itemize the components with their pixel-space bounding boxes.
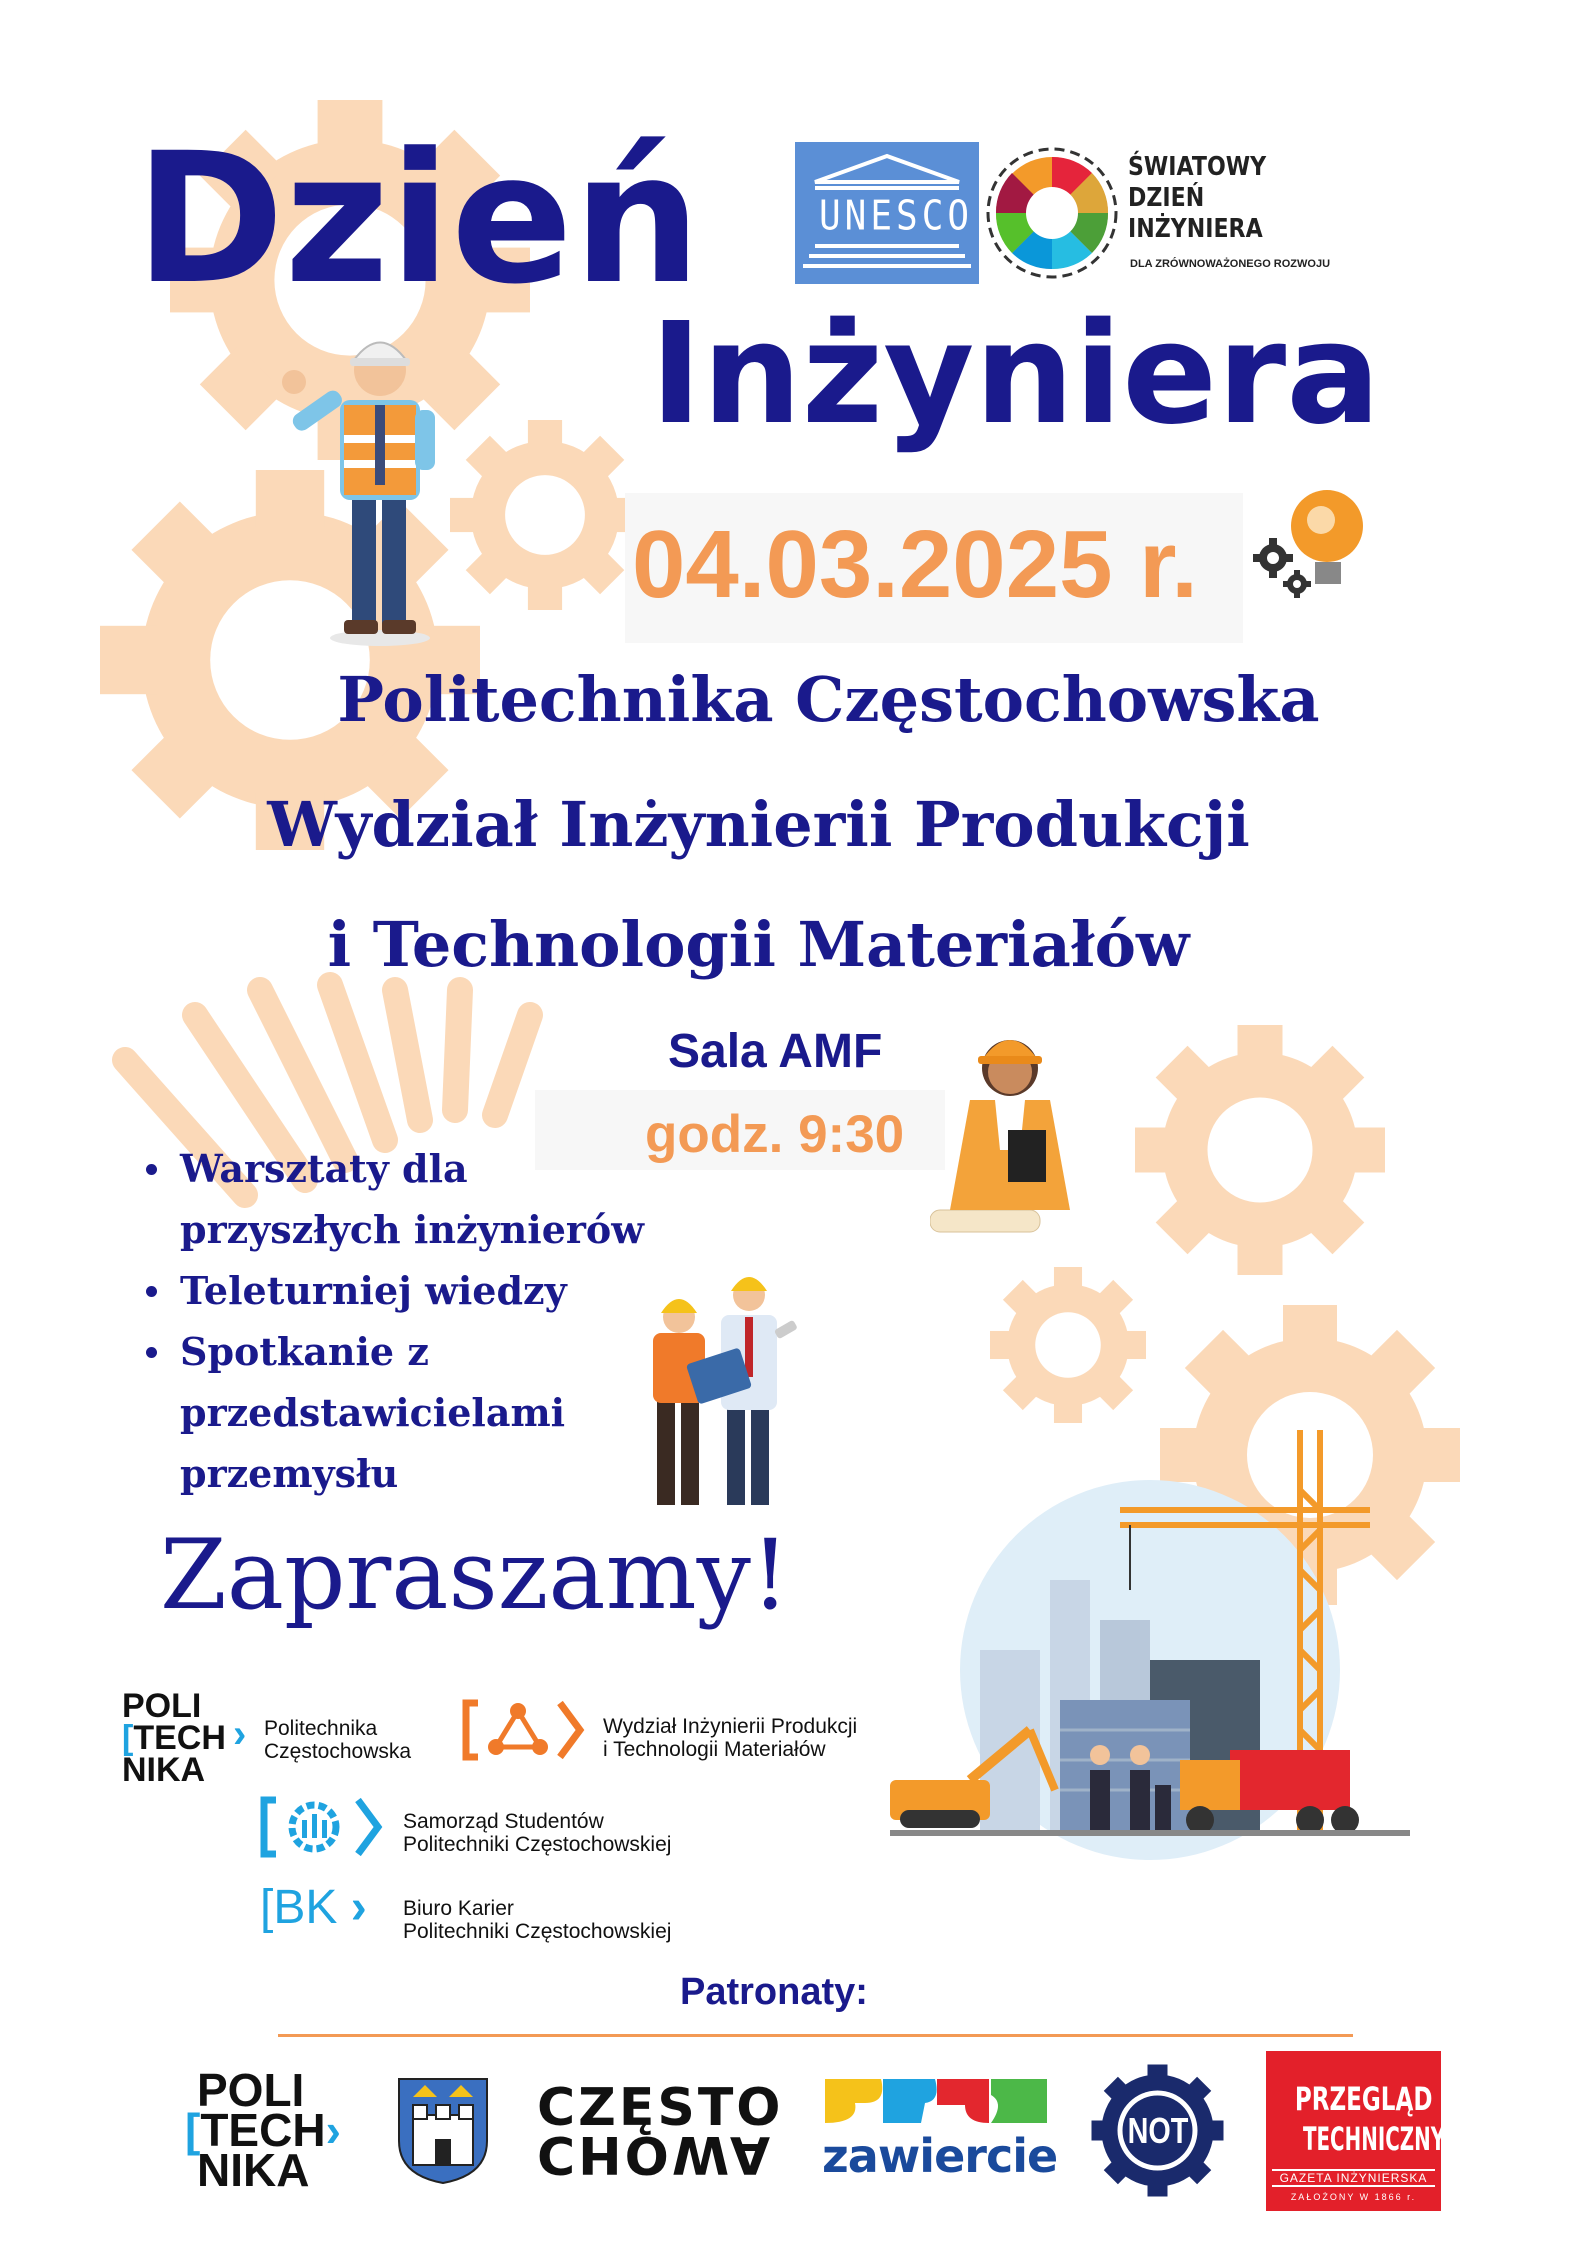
engineer-illustration (270, 320, 460, 650)
list-item: Spotkanie z przedstawicielami przemysłu (142, 1321, 702, 1504)
unesco-logo (795, 142, 979, 284)
zawiercie-text: zawiercie (822, 2129, 1058, 2183)
sdg-wheel-icon (982, 143, 1122, 283)
czestochowa-city-logo: CZĘSTO CHOWA (537, 2078, 784, 2184)
lightbulb-gears-icon (1245, 480, 1375, 610)
biuro-karier-label: Biuro Karier Politechniki Częstochowskiej (403, 1897, 672, 1943)
world-engineering-day-text (1128, 152, 1266, 245)
gear-icon (450, 420, 640, 610)
wydzial-logo-icon (460, 1695, 590, 1765)
construction-site-illustration (890, 1430, 1430, 1880)
program-list (142, 1138, 702, 1504)
female-engineer-illustration (930, 1010, 1090, 1250)
title-line-1: Dzień (135, 115, 702, 324)
biuro-karier-logo: [BK › (260, 1881, 367, 1934)
not-logo-text: NOT (1127, 2110, 1189, 2151)
unesco-text: UNESCO (819, 192, 974, 240)
patronage-divider (278, 2034, 1353, 2037)
faculty-line-1: Wydział Inżynierii Produkcji (267, 788, 1250, 861)
invitation-text: Zapraszamy! (160, 1519, 790, 1631)
event-date: 04.03.2025 r. (632, 511, 1198, 618)
przeglad-techniczny-logo: PRZEGLĄD TECHNICZNY GAZETA INŻYNIERSKA ZAŁOŻONY W 1866 r. (1266, 2051, 1441, 2211)
samorzad-logo-icon (258, 1792, 388, 1862)
patron-politechnika-logo: POLI [TECH› NIKA (185, 2064, 341, 2196)
list-item: Teleturniej wiedzy (142, 1260, 702, 1321)
world-day-line-3: INŻYNIERA (1128, 214, 1263, 244)
samorzad-label: Samorząd Studentów Politechniki Częstochowskiej (403, 1810, 672, 1856)
university-name: Politechnika Częstochowska (337, 663, 1320, 736)
wydzial-label: Wydział Inżynierii Produkcji i Technologii Materiałów (603, 1715, 858, 1761)
title-line-2: Inżyniera (650, 293, 1381, 456)
world-day-subtitle: DLA ZRÓWNOWAŻONEGO ROZWOJU (1130, 258, 1331, 270)
zawiercie-logo-icon (825, 2075, 1047, 2127)
event-room: Sala AMF (668, 1025, 883, 1078)
list-item: Warsztaty dla przyszłych inżynierów (142, 1138, 702, 1260)
chevron-right-icon: › (233, 1712, 247, 1756)
politechnika-label: Politechnika Częstochowska (264, 1717, 412, 1763)
world-day-line-1: ŚWIATOWY (1128, 152, 1267, 182)
politechnika-logo (122, 1687, 226, 1789)
gear-icon (1135, 1025, 1385, 1275)
faculty-line-2: i Technologii Materiałów (327, 908, 1190, 981)
world-day-line-2: DZIEŃ (1128, 183, 1205, 213)
gear-icon (990, 1267, 1146, 1423)
event-time: godz. 9:30 (645, 1105, 905, 1164)
czestochowa-coat-of-arms-icon (395, 2075, 491, 2187)
poli-mark: POLI [TECH NIKA (122, 1687, 226, 1789)
patronage-label: Patronaty: (680, 1971, 868, 2013)
